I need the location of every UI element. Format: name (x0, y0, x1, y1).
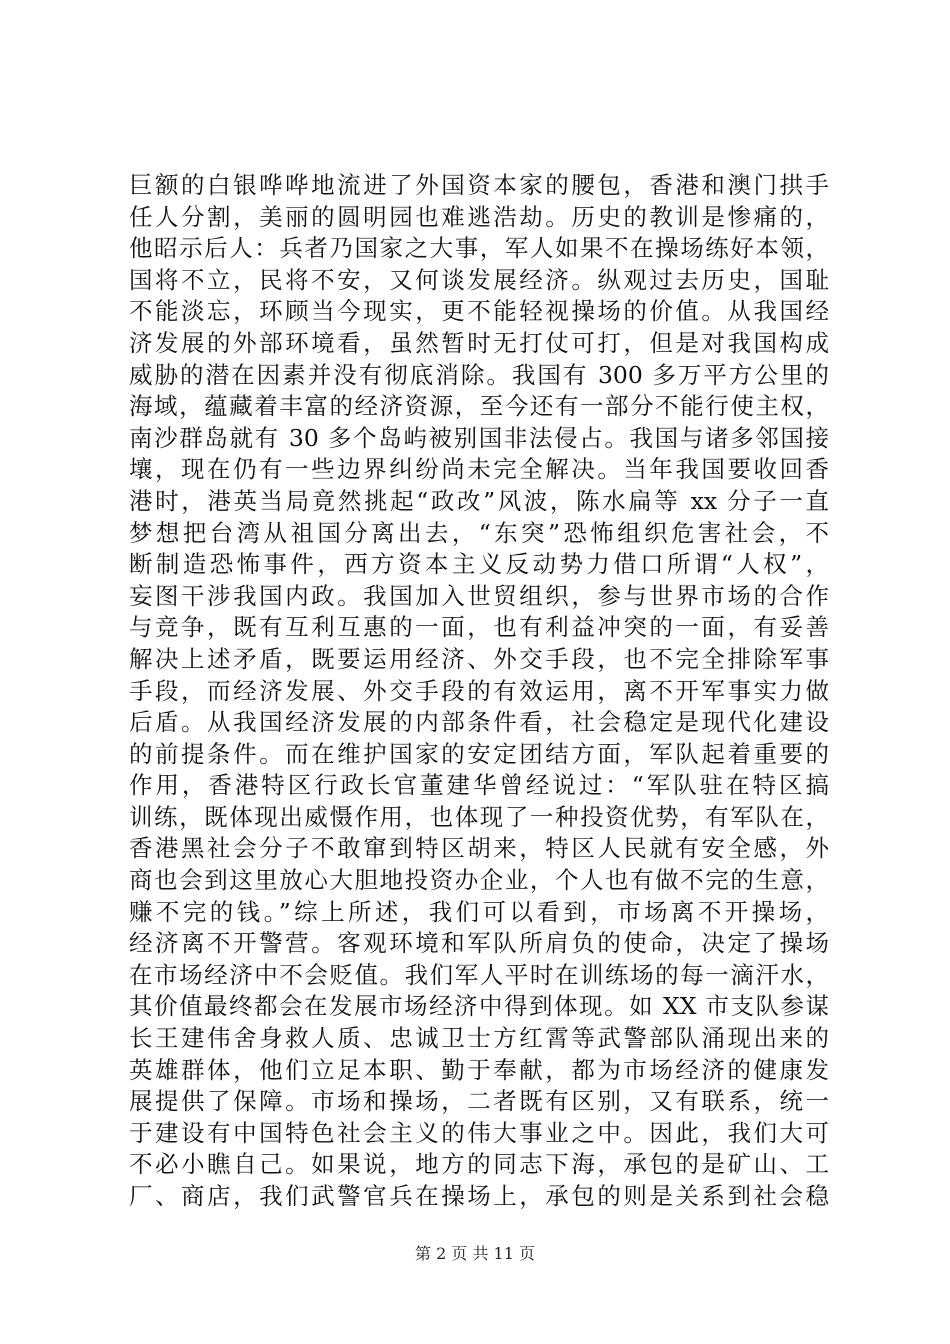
text-line: 威胁的潜在因素并没有彻底消除。我国有 300 多万平方公里的 (129, 360, 829, 389)
text-line: 在市场经济中不会贬值。我们军人平时在训练场的每一滴汗水， (129, 960, 829, 989)
text-line: 于建设有中国特色社会主义的伟大事业之中。因此，我们大可 (129, 1118, 829, 1147)
body-text (129, 170, 829, 1213)
text-line: 断制造恐怖事件，西方资本主义反动势力借口所谓“人权”， (129, 550, 829, 579)
text-line: 的前提条件。而在维护国家的安定团结方面，军队起着重要的 (129, 739, 829, 768)
text-line: 解决上述矛盾，既要运用经济、外交手段，也不完全排除军事 (129, 644, 829, 673)
text-line: 妄图干涉我国内政。我国加入世贸组织，参与世界市场的合作 (129, 581, 829, 610)
text-line: 与竞争，既有互利互惠的一面，也有利益冲突的一面，有妥善 (129, 613, 829, 642)
text-line: 任人分割，美丽的圆明园也难逃浩劫。历史的教训是惨痛的， (129, 202, 829, 231)
text-line: 壤，现在仍有一些边界纠纷尚未完全解决。当年我国要收回香 (129, 455, 829, 484)
text-line: 济发展的外部环境看，虽然暂时无打仗可打，但是对我国构成 (129, 328, 829, 357)
text-line: 后盾。从我国经济发展的内部条件看，社会稳定是现代化建设 (129, 708, 829, 737)
text-line: 不必小瞧自己。如果说，地方的同志下海，承包的是矿山、工 (129, 1150, 829, 1179)
text-line: 海域，蕴藏着丰富的经济资源，至今还有一部分不能行使主权， (129, 392, 829, 421)
text-line: 长王建伟舍身救人质、忠诚卫士方红霄等武警部队涌现出来的 (129, 1024, 829, 1053)
text-line: 香港黑社会分子不敢窜到特区胡来，特区人民就有安全感，外 (129, 834, 829, 863)
text-line: 巨额的白银哗哗地流进了外国资本家的腰包，香港和澳门拱手 (129, 171, 829, 199)
page-number-footer: 第 2 页 共 11 页 (415, 1244, 535, 1263)
text-line: 经济离不开警营。客观环境和军队所肩负的使命，决定了操场 (129, 929, 829, 958)
text-line: 梦想把台湾从祖国分离出去，“东突”恐怖组织危害社会，不 (129, 518, 829, 547)
text-line: 国将不立，民将不安，又何谈发展经济。纵观过去历史，国耻 (129, 265, 829, 294)
text-line: 赚不完的钱。”综上所述，我们可以看到，市场离不开操场， (129, 897, 829, 926)
text-line: 其价值最终都会在发展市场经济中得到体现。如 XX 市支队参谋 (129, 992, 829, 1021)
text-line: 展提供了保障。市场和操场，二者既有区别，又有联系，统一 (129, 1087, 829, 1116)
text-line: 厂、商店，我们武警官兵在操场上，承包的则是关系到社会稳 (129, 1182, 829, 1210)
text-line: 他昭示后人：兵者乃国家之大事，军人如果不在操场练好本领， (129, 234, 829, 263)
text-line: 英雄群体，他们立足本职、勤于奉献，都为市场经济的健康发 (129, 1055, 829, 1084)
text-line: 商也会到这里放心大胆地投资办企业，个人也有做不完的生意， (129, 866, 829, 895)
text-line: 港时，港英当局竟然挑起“政改”风波，陈水扁等 xx 分子一直 (129, 486, 829, 515)
text-line: 作用，香港特区行政长官董建华曾经说过：“军队驻在特区搞 (129, 771, 829, 800)
text-line: 南沙群岛就有 30 多个岛屿被别国非法侵占。我国与诸多邻国接 (129, 423, 829, 452)
text-line: 不能淡忘，环顾当今现实，更不能轻视操场的价值。从我国经 (129, 297, 829, 326)
text-line: 手段，而经济发展、外交手段的有效运用，离不开军事实力做 (129, 676, 829, 705)
text-line: 训练，既体现出威慑作用，也体现了一种投资优势，有军队在， (129, 802, 829, 831)
